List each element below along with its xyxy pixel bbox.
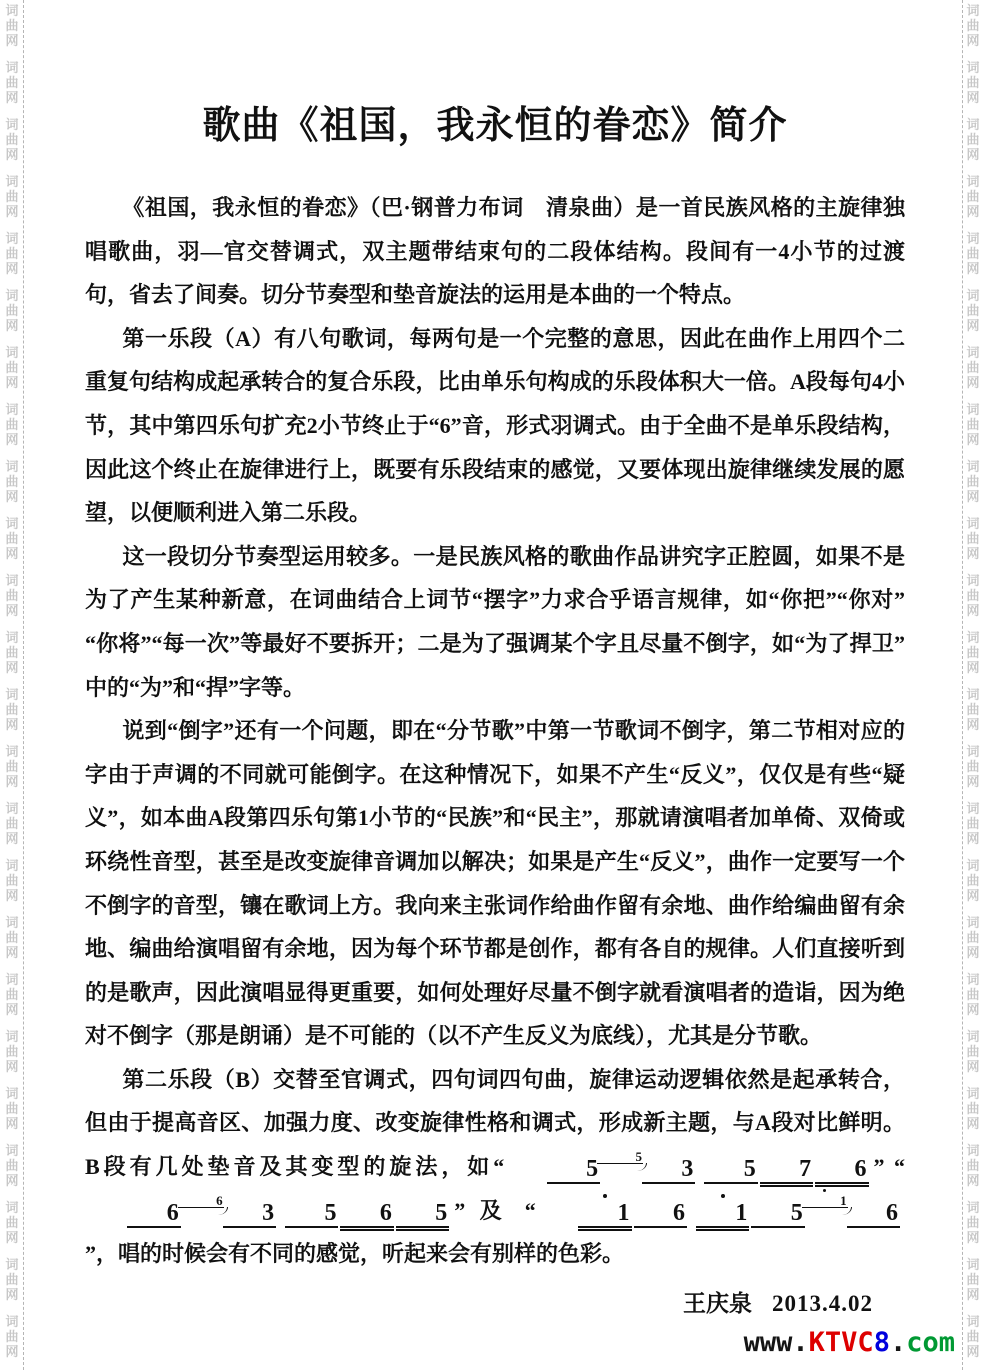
jianpu-note: 5 — [751, 1201, 804, 1228]
author-name: 王庆泉 — [683, 1290, 752, 1316]
jianpu-group-3 — [540, 1192, 901, 1228]
jianpu-note: 6 — [847, 1201, 900, 1228]
left-dashed-rule — [23, 0, 24, 1370]
jianpu-note: 6 — [815, 1157, 868, 1184]
jianpu-note: 3 — [642, 1157, 695, 1184]
site-watermark — [744, 1329, 955, 1356]
jianpu-grace-note-high: 1 — [802, 1194, 848, 1208]
paragraph-intro: 《祖国，我永恒的眷恋》（巴·钢普力布词 清泉曲）是一首民族风格的主旋律独唱歌曲，羽—官交替调式，双主题带结束句的二段体结构。段间有一4小节的过渡句，省去了间奏。切分节奏型和垫音旋法的运用是本曲的一个特点。 — [85, 195, 905, 308]
jianpu-note: 6 — [634, 1201, 687, 1228]
jianpu-note-high: 1 — [578, 1201, 631, 1228]
section-b-text-after: ”，唱的时候会有不同的感觉，听起来会有别样的色彩。 — [85, 1241, 625, 1267]
right-dashed-rule — [962, 0, 963, 1370]
jianpu-grace-note: 5 — [597, 1150, 643, 1164]
jianpu-group-1 — [508, 1149, 869, 1184]
section-b-text-before: 第二乐段（B）交替至官调式，四句词四句曲，旋律运动逻辑依然是起承转合，但由于提高音区、加强力度、改变旋律性格和调式，形成新主题，与A段对比鲜明。B段有几处垫音及其变型的旋法，如“ — [85, 1066, 905, 1180]
paragraph-section-a: 第一乐段（A）有八句歌词，每两句是一个完整的意思，因此在曲作上用四个二重复句结构成起承转合的复合乐段，比由单乐句构成的乐段体积大一倍。A段每句4小节，其中第四乐句扩充2小节终止于“6”音，形式羽调式。由于全曲不是单乐段结构，因此这个终止在旋律进行上，既要有乐段结束的感觉，又要体现出旋律继续发展的愿望，以便顺利进入第二乐段。 — [85, 325, 905, 526]
site-url-brand: KTVC — [808, 1327, 874, 1358]
paragraph-syncopation: 这一段切分节奏型运用较多。一是民族风格的歌曲作品讲究字正腔圆，如果不是为了产生某种新意，在词曲结合上词节“摆字”力求合乎语言规律，如“你把”“你对”“你将”“每一次”等最好不要拆开；二是为了强调某个字且尽量不倒字，如“为了捍卫”中的“为”和“捍”字等。 — [85, 543, 905, 700]
jianpu-note: 3 — [223, 1201, 276, 1228]
signature-line — [85, 1288, 905, 1320]
jianpu-note: 5 — [547, 1157, 600, 1184]
jianpu-note: 6 — [127, 1201, 180, 1228]
site-url-dot: . — [889, 1327, 907, 1358]
left-watermark-column: 词 曲 网 词 曲 网 词 曲 网 词 曲 网 词 曲 网 词 曲 网 词 曲 网 词 曲 网 词 曲 网 词 曲 网 词 曲 网 词 曲 网 词 曲 网 词 曲 网 词 曲 网 词 曲 网 词 曲 网 词 曲 网 词 曲 网 词 曲 网 词 曲 网 词 曲 网 词 曲 网 词 曲 网 — [5, 3, 19, 1359]
jianpu-note: 7 — [760, 1157, 813, 1184]
paragraph-section-b — [85, 1058, 905, 1276]
right-watermark-column: 词 曲 网 词 曲 网 词 曲 网 词 曲 网 词 曲 网 词 曲 网 词 曲 网 词 曲 网 词 曲 网 词 曲 网 词 曲 网 词 曲 网 词 曲 网 词 曲 网 词 曲 网 词 曲 网 词 曲 网 词 曲 网 词 曲 网 词 曲 网 词 曲 网 词 曲 网 词 曲 网 词 曲 网 — [966, 3, 980, 1359]
paragraph-daozi: 说到“倒字”还有一个问题，即在“分节歌”中第一节歌词不倒字，第二节相对应的字由于声调的不同就可能倒字。在这种情况下，如果不产生“反义”，仅仅是有些“疑义”，如本曲A段第四乐句第1小节的“民族”和“民主”，那就请演唱者加单倚、双倚或环绕性音型，甚至是改变旋律音调加以解决；如果是产生“反义”，曲作一定要写一个不倒字的音型，镶在歌词上方。我向来主张词作给曲作留有余地、曲作给编曲留有余地、编曲给演唱留有余地，因为每个环节都是创作，都有各自的规律。人们直接听到的是歌声，因此演唱显得更重要，如何处理好尽量不倒字就看演唱者的造诣，因为绝对不倒字（那是朗诵）是不可能的（以不产生反义为底线），尤其是分节歌。 — [85, 718, 905, 1049]
section-b-text-mid2: ” 及 “ — [454, 1197, 536, 1223]
signature-date: 2013.4.02 — [772, 1290, 873, 1316]
jianpu-grace-note: 6 — [178, 1194, 224, 1208]
jianpu-group-2 — [89, 1192, 450, 1228]
document-body — [85, 104, 905, 1320]
jianpu-note: 6 — [340, 1201, 393, 1228]
page-title: 歌曲《祖国，我永恒的眷恋》简介 — [202, 105, 788, 147]
jianpu-note: 5 — [704, 1157, 757, 1184]
jianpu-note: 5 — [285, 1201, 338, 1228]
site-url-suffix: com — [906, 1327, 955, 1358]
jianpu-note-high: 1 — [696, 1201, 749, 1228]
section-b-text-mid1: ” “ — [873, 1154, 905, 1180]
site-url-digit: 8 — [873, 1327, 890, 1358]
jianpu-note: 5 — [396, 1201, 449, 1228]
site-url-prefix: www. — [743, 1327, 809, 1358]
